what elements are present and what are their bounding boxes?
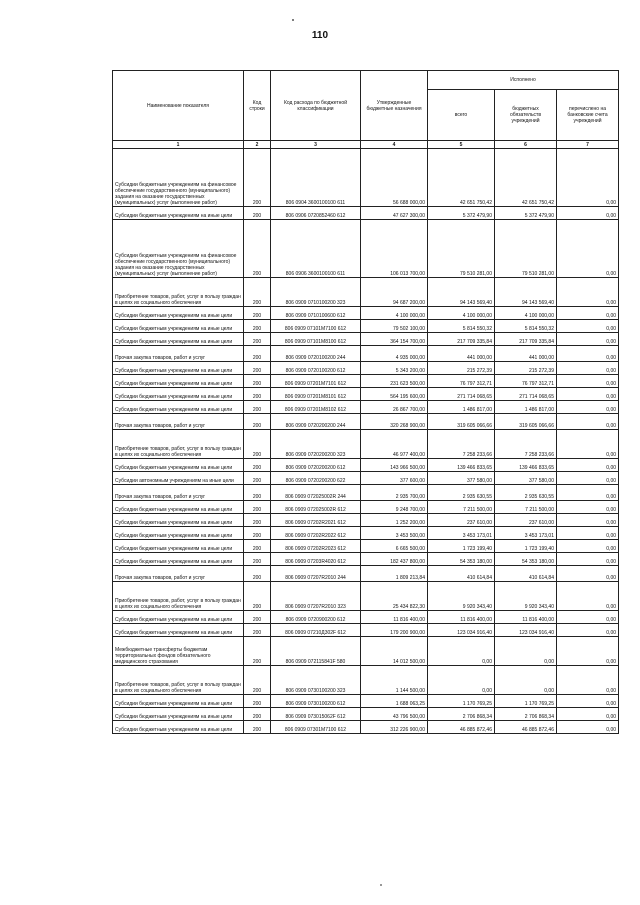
col-name-header: Наименование показателя [113,71,244,141]
row-transferred: 0,00 [557,695,619,708]
row-transferred: 0,00 [557,307,619,320]
table-row [113,708,619,721]
row-transferred: 0,00 [557,553,619,566]
row-name: Прочая закупка товаров, работ и услуг [113,414,244,430]
scan-speck [292,19,294,21]
row-code: 200 [244,430,271,459]
row-code: 200 [244,459,271,472]
row-transferred: 0,00 [557,527,619,540]
row-executed-budget: 11 816 400,00 [495,611,557,624]
table-row [113,485,619,501]
row-code: 200 [244,695,271,708]
row-executed-budget: 94 143 569,40 [495,278,557,307]
row-name: Прочая закупка товаров, работ и услуг [113,346,244,362]
row-executed-budget: 0,00 [495,637,557,666]
row-executed-budget: 54 353 180,00 [495,553,557,566]
row-executed-total: 94 143 569,40 [428,278,495,307]
row-code: 200 [244,611,271,624]
row-approved: 11 816 400,00 [361,611,428,624]
table-row [113,472,619,485]
table-row [113,414,619,430]
row-transferred: 0,00 [557,459,619,472]
page-number: 110 [311,30,329,41]
row-name: Субсидии бюджетным учреждениям на иные цели [113,459,244,472]
row-code: 200 [244,721,271,734]
row-executed-total: 5 372 479,90 [428,207,495,220]
row-approved: 47 627 300,00 [361,207,428,220]
row-code: 200 [244,566,271,582]
row-approved: 1 252 200,00 [361,514,428,527]
scan-speck [380,884,382,886]
table-row [113,388,619,401]
row-name: Субсидии бюджетным учреждениям на иные цели [113,708,244,721]
row-classification: 806 0909 07101M8100 612 [271,333,361,346]
row-approved: 94 687 200,00 [361,278,428,307]
row-name: Субсидии бюджетным учреждениям на иные цели [113,307,244,320]
row-approved: 25 434 822,30 [361,582,428,611]
table-row [113,666,619,695]
row-transferred: 0,00 [557,721,619,734]
row-executed-total: 215 272,39 [428,362,495,375]
row-executed-budget: 441 000,00 [495,346,557,362]
table-row [113,307,619,320]
row-executed-total: 441 000,00 [428,346,495,362]
row-executed-budget: 1 723 199,40 [495,540,557,553]
row-approved: 4 935 000,00 [361,346,428,362]
row-name: Субсидии бюджетным учреждениям на иные цели [113,611,244,624]
row-approved: 56 688 000,00 [361,149,428,207]
row-classification: 806 0909 0720100200 244 [271,346,361,362]
row-approved: 564 195 600,00 [361,388,428,401]
row-code: 200 [244,472,271,485]
row-approved: 106 013 700,00 [361,220,428,278]
row-classification: 806 0909 07207R2010 244 [271,566,361,582]
row-code: 200 [244,375,271,388]
table-body [113,149,619,734]
col-number: 5 [428,141,495,149]
table-row [113,149,619,207]
row-transferred: 0,00 [557,333,619,346]
row-executed-total: 123 034 916,40 [428,624,495,637]
row-executed-budget: 2 706 868,34 [495,708,557,721]
row-classification: 806 0909 0720900200 612 [271,611,361,624]
col-code-header: Код строки [244,71,271,141]
row-classification: 806 0909 07201M7101 612 [271,375,361,388]
row-executed-budget: 76 797 312,71 [495,375,557,388]
row-executed-total: 42 651 750,42 [428,149,495,207]
row-code: 200 [244,485,271,501]
row-classification: 806 0909 0720200200 323 [271,430,361,459]
row-approved: 364 154 700,00 [361,333,428,346]
row-classification: 806 0909 0730100200 612 [271,695,361,708]
row-classification: 806 0909 07203R4020 612 [271,553,361,566]
row-executed-budget: 319 605 066,66 [495,414,557,430]
col-number: 3 [271,141,361,149]
row-executed-total: 7 211 500,00 [428,501,495,514]
row-transferred: 0,00 [557,624,619,637]
row-executed-budget: 215 272,39 [495,362,557,375]
row-executed-total: 1 486 817,00 [428,401,495,414]
row-classification: 806 0906 3600100100 611 [271,220,361,278]
row-name: Субсидии бюджетным учреждениям на иные цели [113,333,244,346]
row-code: 200 [244,362,271,375]
row-name: Прочая закупка товаров, работ и услуг [113,485,244,501]
row-name: Субсидии бюджетным учреждениям на иные цели [113,362,244,375]
table-row [113,320,619,333]
row-classification: 806 0909 07202R2023 612 [271,540,361,553]
row-transferred: 0,00 [557,401,619,414]
row-classification: 806 0909 072025002R 612 [271,501,361,514]
table-row [113,695,619,708]
row-classification: 806 0909 07210Д302F 612 [271,624,361,637]
row-transferred: 0,00 [557,472,619,485]
row-name: Субсидии бюджетным учреждениям на иные цели [113,721,244,734]
row-classification: 806 0909 07101M7100 612 [271,320,361,333]
row-executed-total: 237 610,00 [428,514,495,527]
row-classification: 806 0909 0720200200 612 [271,459,361,472]
row-executed-budget: 217 709 335,84 [495,333,557,346]
row-executed-budget: 2 935 630,55 [495,485,557,501]
row-code: 200 [244,220,271,278]
row-transferred: 0,00 [557,362,619,375]
row-executed-total: 4 100 000,00 [428,307,495,320]
row-transferred: 0,00 [557,582,619,611]
row-code: 200 [244,540,271,553]
col-approved-header: Утвержденные бюджетные назначения [361,71,428,141]
row-executed-total: 410 614,84 [428,566,495,582]
row-name: Субсидии бюджетным учреждениям на иные цели [113,624,244,637]
row-code: 200 [244,708,271,721]
table-row [113,278,619,307]
row-code: 200 [244,514,271,527]
row-name: Субсидии бюджетным учреждениям на иные цели [113,207,244,220]
row-approved: 14 012 500,00 [361,637,428,666]
row-transferred: 0,00 [557,149,619,207]
table-row [113,362,619,375]
row-executed-budget: 9 920 343,40 [495,582,557,611]
col-total-header: всего [428,90,495,141]
row-executed-total: 11 816 400,00 [428,611,495,624]
row-code: 200 [244,333,271,346]
row-executed-total: 0,00 [428,637,495,666]
row-code: 200 [244,414,271,430]
row-transferred: 0,00 [557,501,619,514]
row-name: Межбюджетные трансферты бюджетам территориальных фондов обязательного медицинского страхования [113,637,244,666]
table-row [113,624,619,637]
table-row [113,611,619,624]
row-executed-total: 5 814 550,32 [428,320,495,333]
col-transferred-header: перечислено на банковские счета учреждений [557,90,619,141]
row-executed-budget: 237 610,00 [495,514,557,527]
row-code: 200 [244,501,271,514]
row-approved: 2 935 700,00 [361,485,428,501]
table-row [113,566,619,582]
table-row [113,501,619,514]
col-executed-header: Исполнено [428,71,619,90]
row-approved: 179 200 900,00 [361,624,428,637]
row-executed-total: 9 920 343,40 [428,582,495,611]
row-classification: 806 0904 3600100100 611 [271,149,361,207]
row-transferred: 0,00 [557,388,619,401]
row-executed-budget: 4 100 000,00 [495,307,557,320]
row-executed-budget: 0,00 [495,666,557,695]
row-executed-budget: 1 486 817,00 [495,401,557,414]
row-approved: 79 502 100,00 [361,320,428,333]
row-transferred: 0,00 [557,414,619,430]
col-class-header: Код расхода по бюджетной классификации [271,71,361,141]
table-row [113,637,619,666]
row-executed-budget: 42 651 750,42 [495,149,557,207]
row-classification: 806 0909 072025002R 244 [271,485,361,501]
row-code: 200 [244,307,271,320]
row-executed-budget: 3 453 173,01 [495,527,557,540]
row-executed-budget: 271 714 068,65 [495,388,557,401]
row-code: 200 [244,388,271,401]
row-executed-total: 217 709 335,84 [428,333,495,346]
row-classification: 806 0906 0720852460 612 [271,207,361,220]
row-executed-budget: 139 466 833,65 [495,459,557,472]
row-transferred: 0,00 [557,430,619,459]
table-row [113,333,619,346]
row-classification: 806 0909 07201M8102 612 [271,401,361,414]
row-approved: 3 453 500,00 [361,527,428,540]
row-name: Прочая закупка товаров, работ и услуг [113,566,244,582]
row-classification: 806 0909 0720200200 244 [271,414,361,430]
table-row [113,553,619,566]
row-classification: 806 0909 07201M8101 612 [271,388,361,401]
row-code: 200 [244,666,271,695]
row-executed-total: 7 258 233,66 [428,430,495,459]
table-row [113,220,619,278]
row-transferred: 0,00 [557,566,619,582]
row-executed-total: 2 706 868,34 [428,708,495,721]
row-classification: 806 0909 072115841F 580 [271,637,361,666]
table-row [113,375,619,388]
row-classification: 806 0909 07202R2021 612 [271,514,361,527]
col-budget-header: бюджетных обязательств учреждений [495,90,557,141]
row-transferred: 0,00 [557,220,619,278]
row-approved: 312 226 900,00 [361,721,428,734]
table-row [113,582,619,611]
row-executed-total: 377 580,00 [428,472,495,485]
row-classification: 806 0909 0720200200 622 [271,472,361,485]
row-code: 200 [244,278,271,307]
col-number: 4 [361,141,428,149]
row-classification: 806 0909 0720100200 612 [271,362,361,375]
row-name: Субсидии бюджетным учреждениям на иные цели [113,501,244,514]
row-transferred: 0,00 [557,514,619,527]
row-transferred: 0,00 [557,485,619,501]
col-number: 2 [244,141,271,149]
table-row [113,459,619,472]
row-code: 200 [244,149,271,207]
row-name: Приобретение товаров, работ, услуг в пользу граждан в целях их социального обеспечения [113,430,244,459]
table-row [113,514,619,527]
row-transferred: 0,00 [557,708,619,721]
row-executed-total: 46 885 872,46 [428,721,495,734]
row-code: 200 [244,346,271,362]
row-transferred: 0,00 [557,637,619,666]
table-row [113,430,619,459]
row-approved: 43 796 500,00 [361,708,428,721]
row-executed-budget: 410 614,84 [495,566,557,582]
row-executed-budget: 5 372 479,90 [495,207,557,220]
row-transferred: 0,00 [557,320,619,333]
row-classification: 806 0909 0710100600 612 [271,307,361,320]
row-code: 200 [244,320,271,333]
table-row [113,346,619,362]
row-classification: 806 0909 0730100200 323 [271,666,361,695]
row-executed-budget: 5 814 550,32 [495,320,557,333]
table-row [113,540,619,553]
row-executed-total: 76 797 312,71 [428,375,495,388]
row-code: 200 [244,553,271,566]
row-executed-total: 3 453 173,01 [428,527,495,540]
row-approved: 1 809 213,84 [361,566,428,582]
row-executed-total: 2 935 630,55 [428,485,495,501]
col-number: 6 [495,141,557,149]
row-transferred: 0,00 [557,611,619,624]
row-transferred: 0,00 [557,666,619,695]
table-row [113,401,619,414]
row-executed-total: 271 714 068,65 [428,388,495,401]
row-name: Субсидии бюджетным учреждениям на иные цели [113,553,244,566]
col-number: 1 [113,141,244,149]
row-executed-budget: 7 211 500,00 [495,501,557,514]
budget-execution-table [112,70,619,734]
row-classification: 806 0909 07207R2010 323 [271,582,361,611]
row-name: Субсидии бюджетным учреждениям на иные цели [113,695,244,708]
row-name: Субсидии бюджетным учреждениям на иные цели [113,514,244,527]
row-executed-budget: 7 258 233,66 [495,430,557,459]
table-row [113,721,619,734]
row-transferred: 0,00 [557,540,619,553]
row-classification: 806 0909 07202R2022 612 [271,527,361,540]
row-executed-total: 319 605 066,66 [428,414,495,430]
row-approved: 231 623 500,00 [361,375,428,388]
row-executed-total: 1 170 769,25 [428,695,495,708]
row-approved: 6 665 500,00 [361,540,428,553]
row-approved: 4 100 000,00 [361,307,428,320]
row-name: Субсидии бюджетным учреждениям на иные цели [113,388,244,401]
row-approved: 182 437 800,00 [361,553,428,566]
row-approved: 46 977 400,00 [361,430,428,459]
table-row [113,527,619,540]
row-executed-budget: 46 885 872,46 [495,721,557,734]
row-approved: 26 867 700,00 [361,401,428,414]
row-classification: 806 0909 07301M7100 612 [271,721,361,734]
row-executed-budget: 79 510 281,00 [495,220,557,278]
row-name: Субсидии бюджетным учреждениям на иные цели [113,540,244,553]
row-code: 200 [244,582,271,611]
row-approved: 9 248 700,00 [361,501,428,514]
row-code: 200 [244,207,271,220]
row-name: Субсидии бюджетным учреждениям на иные цели [113,527,244,540]
row-executed-total: 0,00 [428,666,495,695]
row-name: Субсидии бюджетным учреждениям на иные цели [113,320,244,333]
row-name: Субсидии автономным учреждениям на иные цели [113,472,244,485]
row-approved: 143 966 500,00 [361,459,428,472]
row-transferred: 0,00 [557,207,619,220]
row-executed-total: 54 353 180,00 [428,553,495,566]
row-approved: 377 600,00 [361,472,428,485]
row-transferred: 0,00 [557,278,619,307]
row-executed-total: 139 466 833,65 [428,459,495,472]
table-row [113,207,619,220]
row-executed-total: 1 723 199,40 [428,540,495,553]
row-name: Приобретение товаров, работ, услуг в пользу граждан в целях их социального обеспечения [113,278,244,307]
row-code: 200 [244,624,271,637]
row-name: Субсидии бюджетным учреждениям на иные цели [113,401,244,414]
row-code: 200 [244,637,271,666]
row-name: Приобретение товаров, работ, услуг в пользу граждан в целях их социального обеспечения [113,666,244,695]
row-approved: 1 144 500,00 [361,666,428,695]
row-code: 200 [244,527,271,540]
row-name: Субсидии бюджетным учреждениям на финансовое обеспечение государственного (муниципального) задания на оказание государственных (муниципальных) услуг (выполнение работ) [113,220,244,278]
row-approved: 1 688 063,25 [361,695,428,708]
row-executed-total: 79 510 281,00 [428,220,495,278]
row-approved: 320 268 900,00 [361,414,428,430]
row-approved: 5 343 200,00 [361,362,428,375]
row-transferred: 0,00 [557,346,619,362]
col-number: 7 [557,141,619,149]
row-executed-budget: 377 580,00 [495,472,557,485]
row-transferred: 0,00 [557,375,619,388]
row-executed-budget: 123 034 916,40 [495,624,557,637]
row-code: 200 [244,401,271,414]
row-name: Субсидии бюджетным учреждениям на иные цели [113,375,244,388]
row-classification: 806 0909 0710100200 323 [271,278,361,307]
row-name: Приобретение товаров, работ, услуг в пользу граждан в целях их социального обеспечения [113,582,244,611]
row-classification: 806 0909 073015062F 612 [271,708,361,721]
row-name: Субсидии бюджетным учреждениям на финансовое обеспечение государственного (муниципального) задания на оказание государственных (муниципальных) услуг (выполнение работ) [113,149,244,207]
row-executed-budget: 1 170 769,25 [495,695,557,708]
